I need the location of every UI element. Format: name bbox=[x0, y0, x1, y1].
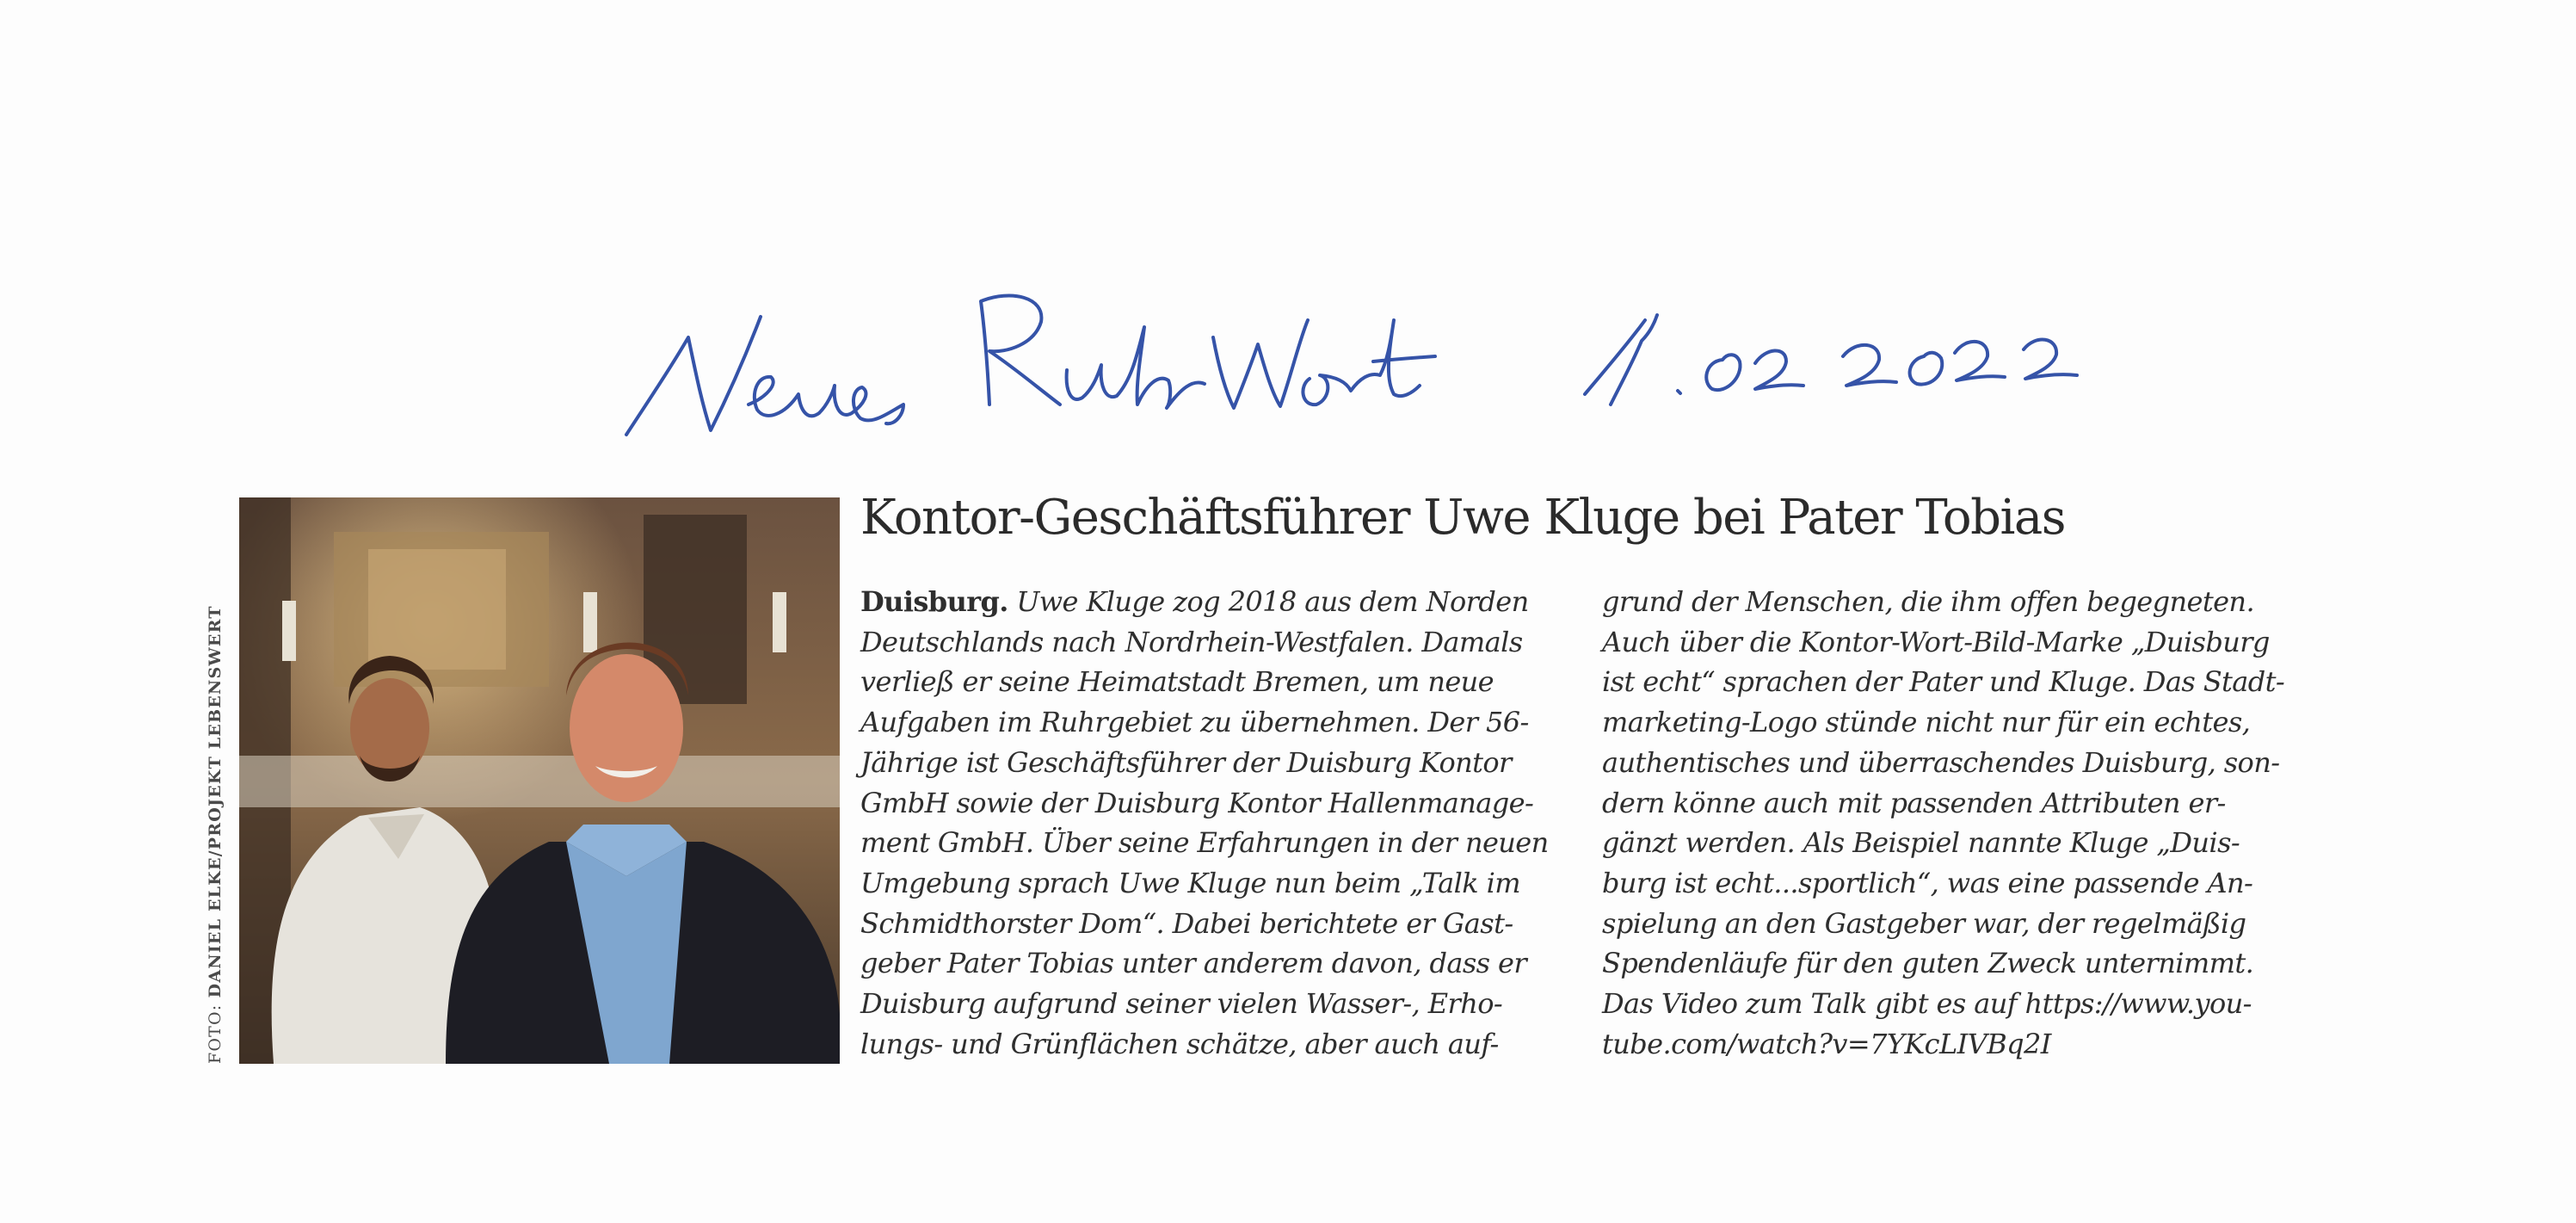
article-line: Duisburg aufgrund seiner vielen Wasser-, Erho- bbox=[860, 987, 1503, 1021]
article-line: burg ist echt...sportlich“, was eine passende An- bbox=[1602, 866, 2253, 899]
article-line: Deutschlands nach Nordrhein-Westfalen. Damals bbox=[860, 625, 1523, 658]
article-line: Das Video zum Talk gibt es auf https://www.you- bbox=[1602, 987, 2252, 1021]
article-line bbox=[860, 582, 1566, 622]
article-line: spielung an den Gastgeber war, der regelmäßig bbox=[1602, 906, 2246, 940]
article-line: ment GmbH. Über seine Erfahrungen in der neuen bbox=[860, 826, 1549, 860]
article-line: gänzt werden. Als Beispiel nannte Kluge „Duis- bbox=[1602, 826, 2240, 860]
article-line: authentisches und überraschendes Duisburg, son- bbox=[1602, 745, 2280, 779]
handwritten-note-text bbox=[0, 0, 1, 1]
article-line-text: Uwe Kluge zog 2018 aus dem Norden bbox=[1008, 585, 1529, 618]
article-column-left bbox=[860, 582, 1566, 1064]
photo-credit bbox=[198, 605, 232, 1064]
article-line: Spendenläufe für den guten Zweck unternimmt. bbox=[1602, 947, 2254, 980]
photo-credit-label: FOTO: bbox=[206, 998, 225, 1064]
article-line: Jährige ist Geschäftsführer der Duisburg Kontor bbox=[860, 745, 1512, 779]
article-line: Aufgaben im Ruhrgebiet zu übernehmen. Der 56- bbox=[860, 706, 1529, 739]
article-line: Auch über die Kontor-Wort-Bild-Marke „Duisburg bbox=[1602, 625, 2270, 658]
article-line: verließ er seine Heimatstadt Bremen, um neue bbox=[860, 665, 1494, 699]
article-line: Umgebung sprach Uwe Kluge nun beim „Talk im bbox=[860, 866, 1521, 899]
article-headline: Kontor-Geschäftsführer Uwe Kluge bei Pater Tobias bbox=[860, 490, 2065, 546]
article-line: GmbH sowie der Duisburg Kontor Hallenmanage- bbox=[860, 786, 1534, 819]
article-line: marketing-Logo stünde nicht nur für ein echtes, bbox=[1602, 706, 2251, 739]
article-photo bbox=[239, 497, 840, 1064]
article-line: tube.com/watch?v=7YKcLIVBq2I bbox=[1602, 1027, 2051, 1060]
article-column-right bbox=[1602, 582, 2308, 1064]
article-line: ist echt“ sprachen der Pater und Kluge. Das Stadt- bbox=[1602, 665, 2285, 699]
article-line: grund der Menschen, die ihm offen begegneten. bbox=[1602, 585, 2255, 618]
article-line: lungs- und Grünflächen schätze, aber auch auf- bbox=[860, 1027, 1499, 1060]
article-line: dern könne auch mit passenden Attributen er- bbox=[1602, 786, 2226, 819]
photo-credit-name: DANIEL ELKE/PROJEKT LEBENSWERT bbox=[206, 605, 225, 998]
article-line: geber Pater Tobias unter anderem davon, dass er bbox=[860, 947, 1527, 980]
article-line: Schmidthorster Dom“. Dabei berichtete er Gast- bbox=[860, 906, 1513, 940]
article-dateline: Duisburg. bbox=[860, 585, 1008, 618]
